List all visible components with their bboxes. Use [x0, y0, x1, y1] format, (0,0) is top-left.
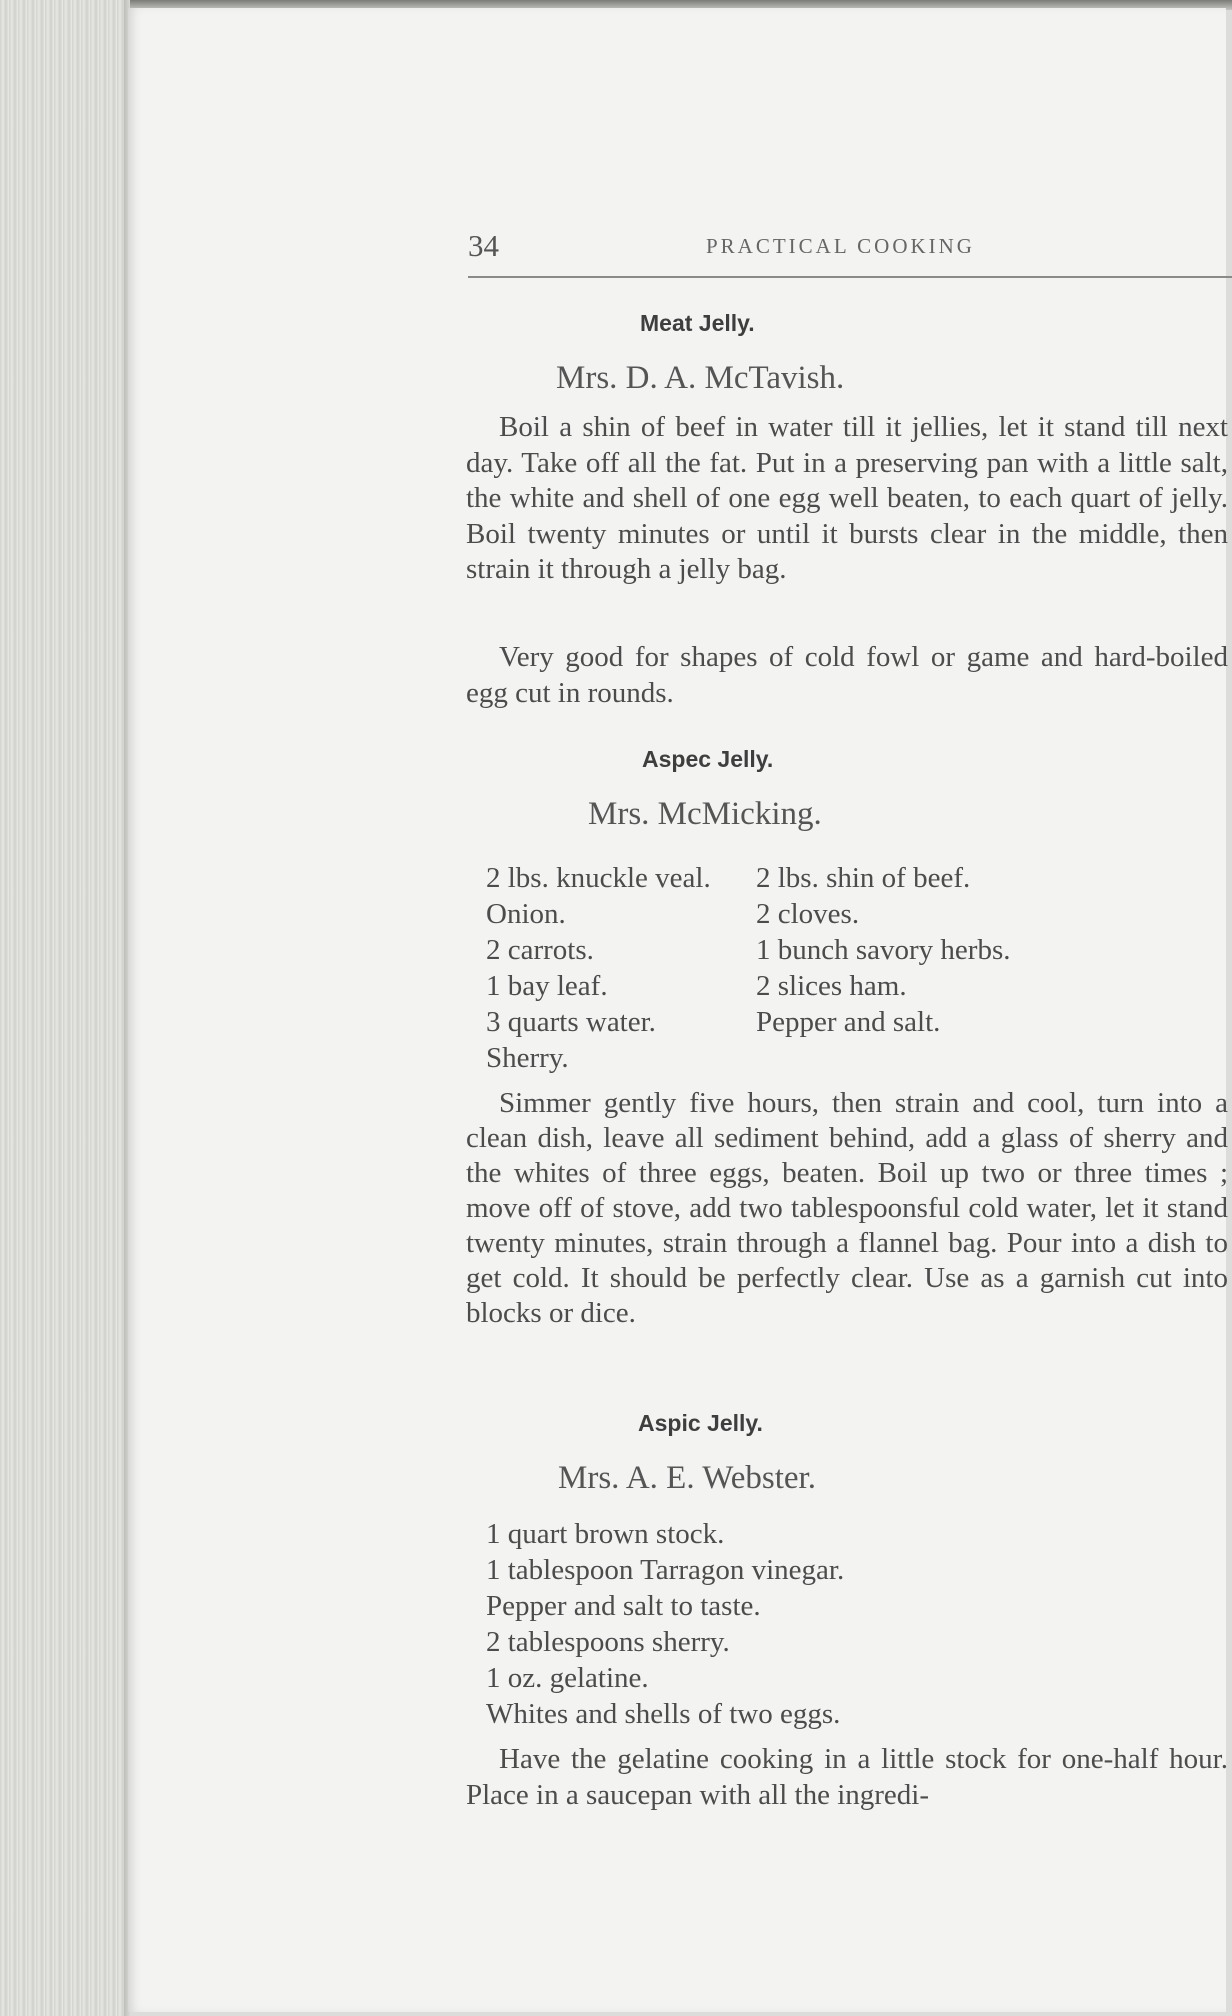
recipe-paragraph: Boil a shin of beef in water till it jellies, let it stand till next day. Take off all the fat. Put in a preserving pan with a little salt, the white and shell of one egg well beaten, to each quart of jelly. Boil twenty minutes or until it bursts clear in the middle, then strain it through a jelly bag.: [466, 411, 1228, 585]
ingredient-item: 2 slices ham.: [756, 970, 907, 1002]
ingredients-right-column: [756, 860, 1011, 1040]
ingredient-item: 1 quart brown stock.: [486, 1518, 725, 1550]
ingredient-item: 1 tablespoon Tarragon vinegar.: [486, 1554, 845, 1586]
ingredient-item: 2 carrots.: [486, 934, 594, 966]
ingredient-item: Onion.: [486, 898, 566, 930]
ingredient-item: Whites and shells of two eggs.: [486, 1698, 841, 1730]
recipe-title-aspec-jelly: Aspec Jelly.: [642, 746, 774, 772]
ingredients-left-column: [486, 860, 711, 1076]
page-edges: [0, 0, 130, 2016]
ingredient-item: 1 bay leaf.: [486, 970, 608, 1002]
ingredient-item: 1 bunch savory herbs.: [756, 934, 1011, 966]
recipe-author: Mrs. D. A. McTavish.: [556, 360, 845, 396]
ingredient-item: 2 lbs. knuckle veal.: [486, 862, 711, 894]
page-number: 34: [468, 228, 499, 263]
recipe-paragraph: Very good for shapes of cold fowl or game and hard-boiled egg cut in rounds.: [466, 641, 1228, 709]
recipe-author: Mrs. McMicking.: [588, 796, 822, 832]
recipe-paragraph: Simmer gently five hours, then strain and cool, turn into a clean dish, leave all sediment behind, add a glass of sherry and the whites of three eggs, beaten. Boil up two or three times ; move off of stove, add two tablespoonsful cold water, let it stand twenty minutes, strain through a flannel bag. Pour into a dish to get cold. It should be perfectly clear. Use as a garnish cut into blocks or dice.: [466, 1087, 1228, 1329]
page-header: [468, 220, 1232, 278]
ingredient-item: Pepper and salt to taste.: [486, 1590, 761, 1622]
recipe-title-meat-jelly: Meat Jelly.: [640, 310, 755, 336]
recipe-author: Mrs. A. E. Webster.: [558, 1460, 816, 1496]
running-head: PRACTICAL COOKING: [706, 234, 975, 258]
ingredient-item: 2 tablespoons sherry.: [486, 1626, 730, 1658]
ingredient-item: 1 oz. gelatine.: [486, 1662, 649, 1694]
ingredient-item: 2 lbs. shin of beef.: [756, 862, 971, 894]
ingredient-item: 3 quarts water.: [486, 1006, 656, 1038]
ingredient-item: 2 cloves.: [756, 898, 860, 930]
book-page: [128, 8, 1226, 2012]
recipe-title-aspic-jelly: Aspic Jelly.: [638, 1410, 763, 1436]
ingredients-list: [486, 1516, 844, 1732]
recipe-paragraph: Have the gelatine cooking in a little stock for one-half hour. Place in a saucepan with all the ingredi-: [466, 1743, 1228, 1811]
ingredient-item: Sherry.: [486, 1042, 569, 1074]
ingredient-item: Pepper and salt.: [756, 1006, 941, 1038]
